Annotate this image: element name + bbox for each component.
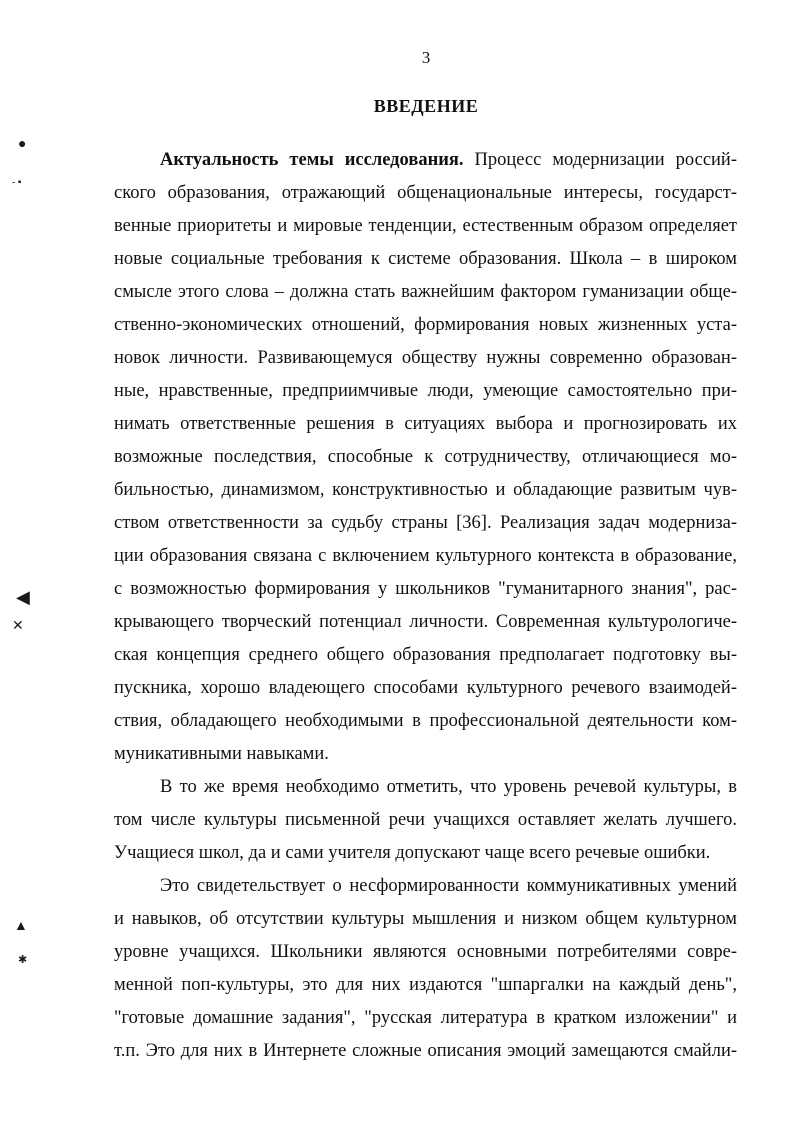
text-line: венные приоритеты и мировые тенденции, естественным образом определяет	[114, 216, 737, 236]
text-line: нимать ответственные решения в ситуациях выбора и прогнозировать их	[114, 414, 737, 434]
text-line: с возможностью формирования у школьников "гуманитарного знания", рас-	[114, 579, 737, 599]
scan-speck: ✕	[12, 619, 24, 634]
page-number: 3	[421, 48, 431, 67]
text-line: том числе культуры письменной речи учащихся оставляет желать лучшего.	[114, 810, 737, 830]
text-line: новые социальные требования к системе образования. Школа – в широком	[114, 249, 737, 269]
text-line: Это свидетельствует о несформированности коммуникативных умений	[160, 876, 737, 896]
text-line: возможные последствия, способные к сотрудничеству, отличающиеся мо-	[114, 447, 737, 467]
section-heading: ВВЕДЕНИЕ	[373, 96, 479, 116]
scan-speck: ◀	[16, 587, 30, 607]
text-line: Учащиеся школ, да и сами учителя допускают чаще всего речевые ошибки.	[114, 843, 711, 863]
text-line: ствия, обладающего необходимыми в профессиональной деятельности ком-	[114, 711, 737, 731]
text-line: ции образования связана с включением культурного контекста в образование,	[114, 546, 737, 566]
text-line: смысле этого слова – должна стать важнейшим фактором гуманизации обще-	[114, 282, 737, 302]
scan-speck: ✱	[18, 954, 28, 966]
relevance-lead: Актуальность темы исследования.	[160, 150, 464, 170]
text-line: пускника, хорошо владеющего способами культурного речевого взаимодей-	[114, 678, 737, 698]
text-line: В то же время необходимо отметить, что уровень речевой культуры, в	[160, 777, 737, 797]
text-line: Актуальность темы исследования. Процесс модернизации россий-	[160, 150, 737, 170]
text-line: менной поп-культуры, это для них издаются "шпаргалки на каждый день",	[114, 975, 737, 995]
text-line: ская концепция среднего общего образования предполагает подготовку вы-	[114, 645, 737, 665]
text-line: "готовые домашние задания", "русская литература в кратком изложении" и	[114, 1008, 737, 1028]
text-line: муникативными навыками.	[114, 744, 329, 764]
scan-speck: ▲	[14, 919, 28, 934]
text-line: ского образования, отражающий общенациональные интересы, государст-	[114, 183, 737, 203]
text-line: ственно-экономических отношений, формирования новых жизненных уста-	[114, 315, 737, 335]
text-line: ством ответственности за судьбу страны [36]. Реализация задач модерниза-	[114, 513, 737, 533]
text-line: новок личности. Развивающемуся обществу нужны современно образован-	[114, 348, 737, 368]
text-line: т.п. Это для них в Интернете сложные описания эмоций замещаются смайли-	[114, 1041, 737, 1061]
text-line: крывающего творческий потенциал личности. Современная культурологиче-	[114, 612, 737, 632]
scan-speck: ●	[18, 137, 27, 152]
text-line: бильностью, динамизмом, конструктивностью и обладающие развитым чув-	[114, 480, 737, 500]
text-line: уровне учащихся. Школьники являются основными потребителями совре-	[114, 942, 737, 962]
scan-speck: - ▪	[12, 177, 22, 188]
text-line: и навыков, об отсутствии культуры мышления и низком общем культурном	[114, 909, 737, 929]
text-line: ные, нравственные, предприимчивые люди, умеющие самостоятельно при-	[114, 381, 737, 401]
